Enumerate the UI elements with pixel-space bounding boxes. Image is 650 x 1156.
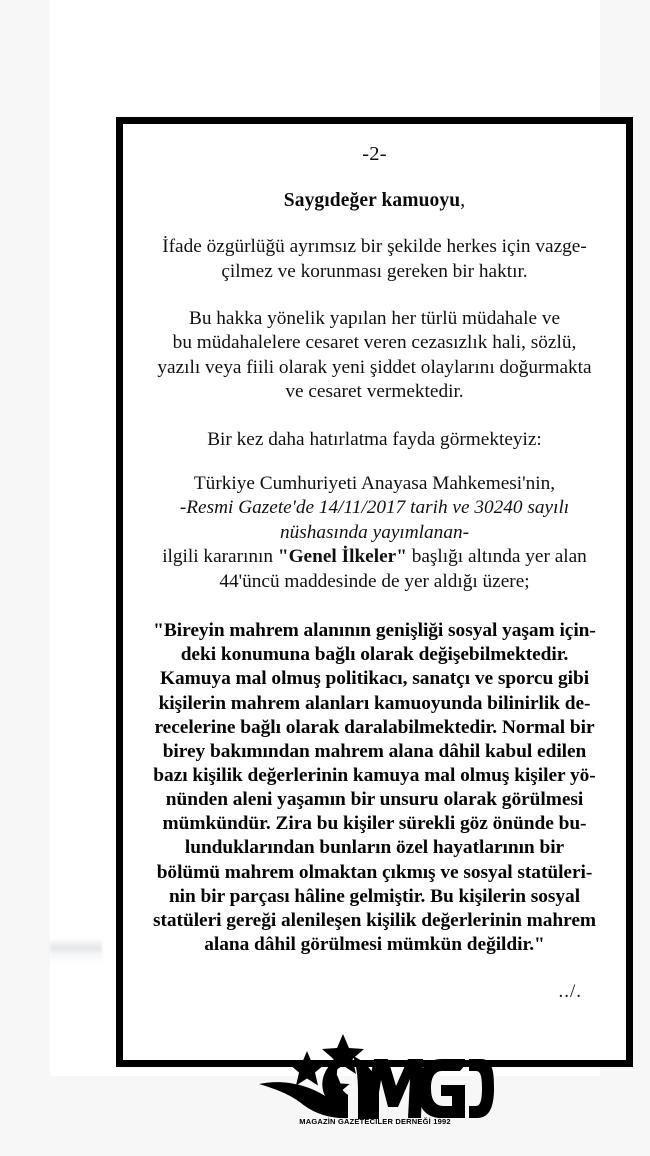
letter-d [469, 1059, 494, 1118]
quote-line: kişilerin mahrem alanları kamuoyunda bilinirlik de- [158, 692, 591, 714]
text-line: ve cesaret vermektedir. [285, 381, 464, 403]
quote-line: deki konumuna bağlı olarak değişebilmektedir. [180, 644, 569, 666]
quote-line: "Bireyin mahrem alanının genişliği sosyal yaşam için- [153, 620, 596, 642]
citation-line-gazette-issue: nüshasında yayımlanan- [279, 521, 470, 543]
citation-heading-suffix: başlığı altında yer alan [406, 546, 587, 568]
quote-line: mümkündür. Zira bu kişiler sürekli göz önünde bu- [162, 813, 587, 835]
quote-line: nin bir parçası hâline gelmiştir. Bu kişilerin sosyal [168, 885, 581, 907]
court-decision-quotation [149, 619, 600, 957]
text-line: İfade özgürlüğü ayrımsız bir şekilde herkes için vazge- [162, 236, 587, 258]
text-line: yazılı veya fiili olarak yeni şiddet olaylarını doğurmakta [157, 356, 592, 378]
scanned-page-sheet [50, 0, 600, 1126]
star-icon [289, 1051, 325, 1086]
citation-block [149, 472, 600, 594]
salutation-punctuation: , [460, 190, 466, 212]
document-body [123, 124, 626, 1126]
mgd-logo [255, 1025, 495, 1125]
salutation [149, 190, 600, 212]
mgd-logo-block [149, 1025, 600, 1125]
citation-heading-title: "Genel İlkeler" [277, 546, 407, 568]
citation-line-heading [155, 545, 594, 569]
citation-heading-prefix: ilgili kararının [162, 546, 278, 568]
text-line: çilmez ve korunması gereken bir haktır. [221, 260, 528, 282]
quote-line: bazı kişilik değerlerinin kamuya mal olmuş kişiler yö- [153, 765, 596, 786]
quote-line: Kamuya mal olmuş politikacı, sanatçı ve sporcu gibi [159, 668, 590, 690]
quote-line: recelerine bağlı olarak daralabilmektedir. Normal bir [154, 716, 595, 738]
document-frame-border [116, 117, 633, 1126]
paragraph-interference [149, 307, 600, 405]
paragraph-intro [149, 235, 600, 284]
letter-m [362, 1059, 423, 1118]
quote-line: lunduklarından bunların özel hayatlarının bir [184, 837, 565, 859]
text-line: bu müdahalelere cesaret veren cezasızlık hali, sözlü, [172, 332, 577, 354]
page-number: -2- [362, 143, 387, 165]
text-line: Bu hakka yönelik yapılan her türlü müdahale ve [188, 308, 561, 329]
citation-line-gazette-date: -Resmi Gazete'de 14/11/2017 tarih ve 30240 sayılı [179, 497, 570, 519]
quote-line: birey bakımından mahrem alana dâhil kabul edilen [162, 740, 587, 762]
paragraph-reminder [149, 428, 600, 452]
quote-line: bölümü mahrem olmaktan çıkmış ve sosyal statüleri- [156, 861, 593, 883]
text-line: Bir kez daha hatırlatma fayda görmekteyiz: [207, 428, 542, 450]
quote-line: alana dâhil görülmesi mümkün değildir." [204, 934, 545, 956]
letter-g [417, 1059, 465, 1118]
quote-line: statüleri gereği alenileşen kişilik değerlerinin mahrem [153, 909, 597, 931]
logo-tagline: MAGAZİN GAZETECİLER DERNEĞİ 1992 [298, 1117, 451, 1126]
scan-artifact [50, 938, 102, 964]
quote-line: nünden aleni yaşamın bir unsuru olarak görülmesi [165, 789, 584, 811]
logo-wordmark [362, 1059, 494, 1118]
citation-line-article: 44'üncü maddesinde de yer aldığı üzere; [219, 570, 530, 592]
citation-line-court: Türkiye Cumhuriyeti Anayasa Mahkemesi'nin, [193, 473, 556, 495]
salutation-text: Saygıdeğer kamuoyu [283, 190, 461, 212]
continuation-mark: ../. [558, 981, 582, 1003]
